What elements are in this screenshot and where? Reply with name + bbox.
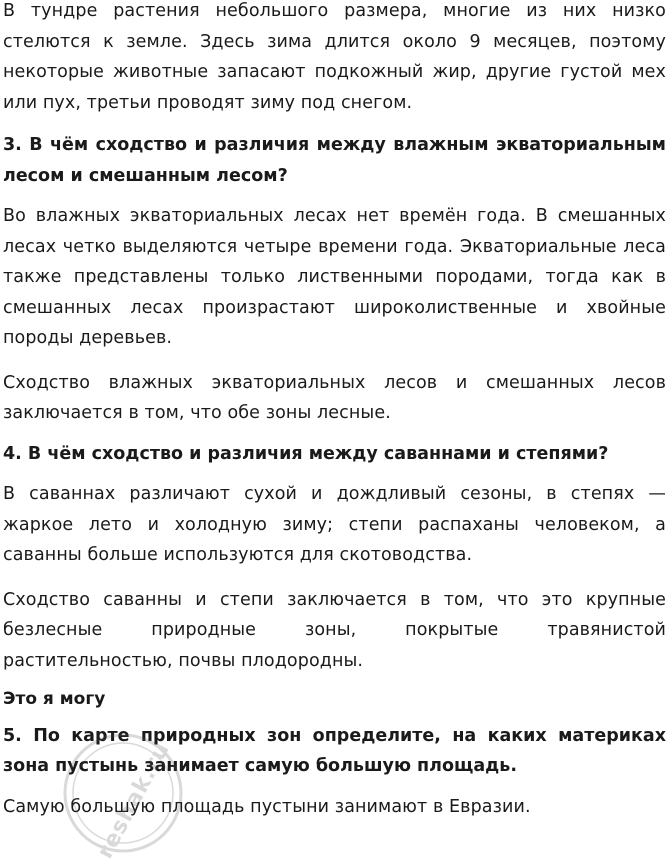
question-3-heading: 3. В чём сходство и различия между влажным экваториальным лесом и смешанным лесом? <box>3 135 666 186</box>
question-4-heading: 4. В чём сходство и различия между саваннами и степями? <box>3 443 609 464</box>
question-4-answer-differences: В саваннах различают сухой и дождливый сезоны, в степях — жаркое лето и холодную зиму; степи распаханы человеком, а саванны больше используются для скотоводства. <box>3 484 666 565</box>
question-3-answer-similarity: Сходство влажных экваториальных лесов и смешанных лесов заключается в том, что обе зоны лесные. <box>3 372 666 423</box>
watermark-text: reshak.ru <box>92 738 175 863</box>
question-4-answer-similarity: Сходство саванны и степи заключается в том, что это крупные безлесные природные зоны, покрытые травянистой растительностью, почвы плодородны. <box>3 589 666 671</box>
question-5-answer: Самую большую площадь пустыни занимают в Евразии. <box>3 796 531 817</box>
question-5-heading: 5. По карте природных зон определите, на каких материках зона пустынь занимает самую большую площадь. <box>3 725 666 776</box>
section-subheading: Это я могу <box>3 689 106 709</box>
question-3-answer-differences: Во влажных экваториальных лесах нет времён года. В смешанных лесах четко выделяются четыре времени года. Экваториальные леса также представлены только лиственными породами, тогда как в смешанных лесах произрастают широколиственные и хвойные породы деревьев. <box>3 206 666 348</box>
document-body <box>3 0 666 822</box>
paragraph-tundra: В тундре растения небольшого размера, многие из них низко стелются к земле. Здесь зима длится около 9 месяцев, поэтому некоторые животные запасают подкожный жир, другие густой мех или пух, третьи проводят зиму под снегом. <box>3 1 666 113</box>
